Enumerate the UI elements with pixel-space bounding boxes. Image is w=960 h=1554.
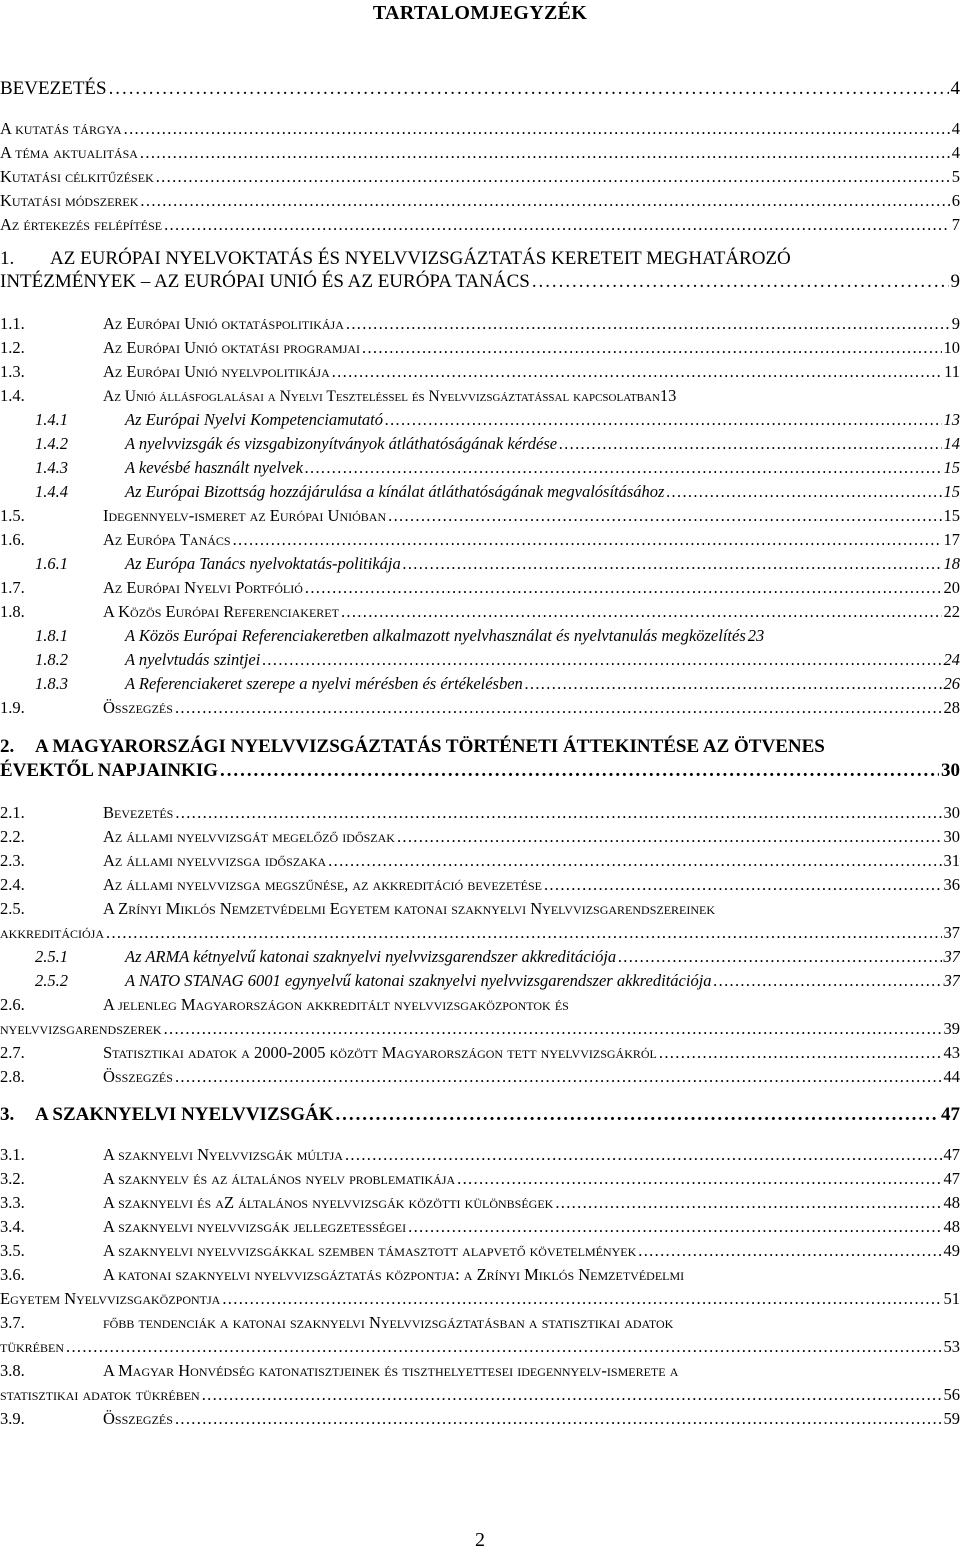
leader-dots <box>408 1217 941 1237</box>
leader-dots <box>233 530 942 550</box>
entry-title: A szaknyelv és az általános nyelv problematikája <box>103 1169 456 1188</box>
toc-entry[interactable] <box>0 1169 960 1189</box>
toc-entry[interactable] <box>0 338 960 358</box>
toc-entry[interactable] <box>0 674 960 694</box>
entry-number: 1.7. <box>0 578 25 597</box>
entry-page: 53 <box>943 1337 960 1356</box>
entry-number: 3.1. <box>0 1145 25 1164</box>
leader-dots <box>305 578 942 598</box>
entry-title: A téma aktualitása <box>0 143 138 162</box>
entry-title: Összegzés <box>103 698 173 717</box>
entry-number: 3.5. <box>0 1241 25 1260</box>
toc-entry[interactable] <box>0 362 960 382</box>
entry-page: 28 <box>943 698 960 717</box>
entry-number: 1.2. <box>0 338 25 357</box>
toc-entry[interactable] <box>0 578 960 598</box>
leader-dots <box>618 947 941 967</box>
entry-number: 1.5. <box>0 506 25 525</box>
entry-page: 26 <box>943 674 960 693</box>
entry-page: 10 <box>943 338 960 357</box>
entry-title: A szaknyelvi és aZ általános nyelvvizsgák közötti különbségek <box>103 1193 554 1212</box>
entry-page: 37 <box>943 923 960 942</box>
entry-title: A kevésbé használt nyelvek <box>125 458 303 477</box>
entry-title: Az Európai Unió nyelvpolitikája <box>103 362 330 381</box>
entry-title: INTÉZMÉNYEK – AZ EURÓPAI UNIÓ ÉS AZ EURÓPA TANÁCS <box>0 271 530 292</box>
toc-entry[interactable] <box>0 1145 960 1165</box>
entry-title: Kutatási célkitűzések <box>0 167 154 186</box>
entry-title: A Közös Európai Referenciakeretben alkalmazott nyelvhasználat és nyelvtanulás megközelítés <box>125 626 746 645</box>
entry-page: 24 <box>943 650 960 669</box>
leader-dots <box>555 1193 941 1213</box>
leader-dots <box>106 923 942 943</box>
toc-entry[interactable] <box>0 626 960 646</box>
leader-dots <box>220 760 939 782</box>
entry-number: 2.8. <box>0 1067 25 1086</box>
entry-title: Az Unió állásfoglalásai a Nyelvi Teszteléssel és Nyelvvizsgáztatással kapcsolatban <box>103 388 660 405</box>
entry-title-line1: főbb tendenciák a katonai szaknyelvi Nyelvvizsgáztatásban a statisztikai adatok <box>103 1313 674 1332</box>
entry-number: 1. <box>0 248 15 269</box>
entry-page: 51 <box>943 1289 960 1308</box>
entry-number: 3.7. <box>0 1313 25 1332</box>
entry-page: 36 <box>943 875 960 894</box>
leader-dots <box>346 314 950 334</box>
entry-title: Az állami nyelvvizsgát megelőző időszak <box>103 827 395 846</box>
toc-entry[interactable] <box>0 1313 960 1357</box>
leader-dots <box>544 875 942 895</box>
entry-number: 1.4. <box>0 386 25 405</box>
toc-entry[interactable] <box>0 78 960 100</box>
leader-dots <box>362 338 941 358</box>
toc-entry[interactable] <box>0 851 960 871</box>
entry-title: akkreditációja <box>0 923 104 942</box>
entry-page: 49 <box>943 1241 960 1260</box>
leader-dots <box>638 1241 941 1261</box>
entry-title: Idegennyelv-ismeret az Európai Unióban <box>103 506 387 525</box>
entry-title-line1: A katonai szaknyelvi nyelvvizsgáztatás központja: a Zrínyi Miklós Nemzetvédelmi <box>103 1265 685 1284</box>
leader-dots <box>175 1409 942 1429</box>
leader-dots <box>175 803 941 823</box>
leader-dots <box>659 1043 942 1063</box>
toc-entry[interactable] <box>0 434 960 454</box>
leader-dots <box>124 119 950 139</box>
entry-title: ÉVEKTŐL NAPJAINKIG <box>0 760 219 781</box>
leader-dots <box>345 1145 942 1165</box>
entry-number: 1.3. <box>0 362 25 381</box>
entry-number: 1.8.2 <box>35 650 68 669</box>
entry-title: Az Európai Unió oktatási programjai <box>103 338 361 357</box>
entry-number: 3.3. <box>0 1193 25 1212</box>
entry-title: Az Európa Tanács nyelvoktatás-politikája <box>125 554 401 573</box>
toc-entry[interactable] <box>0 143 960 163</box>
page-number: 2 <box>475 1529 485 1551</box>
entry-page: 47 <box>941 1104 960 1125</box>
entry-title: Egyetem Nyelvvizsgaközpontja <box>0 1289 221 1308</box>
toc-entry[interactable] <box>0 482 960 502</box>
entry-page: 6 <box>951 191 960 210</box>
leader-dots <box>66 1337 942 1357</box>
leader-dots <box>714 971 942 991</box>
toc-entry[interactable] <box>0 386 960 406</box>
entry-title: A Referenciakeret szerepe a nyelvi mérésben és értékelésben <box>125 674 523 693</box>
entry-page: 56 <box>943 1385 960 1404</box>
entry-number: 2. <box>0 736 15 757</box>
toc-entry[interactable] <box>0 827 960 847</box>
toc-entry[interactable] <box>0 1217 960 1237</box>
entry-number: 1.9. <box>0 698 25 717</box>
entry-title-line1: A jelenleg Magyarországon akkreditált nyelvvizsgaközpontok és <box>103 995 569 1014</box>
entry-number: 2.1. <box>0 803 25 822</box>
leader-dots <box>666 482 941 502</box>
toc-entry[interactable] <box>0 554 960 574</box>
toc-entry[interactable] <box>0 191 960 211</box>
leader-dots <box>341 602 942 622</box>
toc-entry[interactable] <box>0 314 960 334</box>
leader-dots <box>397 827 942 847</box>
toc-entry[interactable] <box>0 215 960 235</box>
entry-page: 20 <box>943 578 960 597</box>
entry-title: Az Európai Unió oktatáspolitikája <box>103 314 344 333</box>
toc-entry[interactable] <box>0 1193 960 1213</box>
toc-entry[interactable] <box>0 119 960 139</box>
entry-page: 44 <box>943 1067 960 1086</box>
entry-page: 30 <box>943 827 960 846</box>
entry-title-line1: A Magyar Honvédség katonatisztjeinek és tiszthelyettesei idegennyelv-ismerete a <box>103 1361 679 1380</box>
entry-title: Az Európa Tanács <box>103 530 231 549</box>
entry-page: 22 <box>943 602 960 621</box>
entry-page: 39 <box>943 1019 960 1038</box>
entry-page: 37 <box>943 971 960 990</box>
toc-entry[interactable] <box>0 1241 960 1261</box>
entry-page: 18 <box>943 554 960 573</box>
entry-number: 2.4. <box>0 875 25 894</box>
toc-entry[interactable] <box>0 458 960 478</box>
entry-title: A szaknyelvi nyelvvizsgák jellegzetességei <box>103 1217 407 1236</box>
entry-number: 1.6. <box>0 530 25 549</box>
leader-dots <box>222 1289 941 1309</box>
entry-page: 31 <box>943 851 960 870</box>
leader-dots <box>328 851 941 871</box>
entry-page: 4 <box>951 143 960 162</box>
leader-dots <box>332 362 942 382</box>
entry-number: 3.8. <box>0 1361 25 1380</box>
entry-page: 37 <box>943 947 960 966</box>
entry-number: 2.5.1 <box>35 947 68 966</box>
entry-title: Kutatási módszerek <box>0 191 139 210</box>
entry-number: 3. <box>0 1104 15 1125</box>
toc-chapter[interactable] <box>0 736 960 782</box>
leader-dots <box>156 167 950 187</box>
leader-dots <box>457 1169 941 1189</box>
entry-title: nyelvvizsgarendszerek <box>0 1019 162 1038</box>
toc-entry[interactable] <box>0 1067 960 1087</box>
leader-dots <box>109 78 949 100</box>
leader-dots <box>385 410 942 430</box>
leader-dots <box>202 1385 942 1405</box>
toc-entry[interactable] <box>0 506 960 526</box>
entry-number: 3.6. <box>0 1265 25 1284</box>
entry-page: 30 <box>941 760 960 781</box>
entry-title: Az Európai Nyelvi Portfólió <box>103 578 303 597</box>
entry-title: BEVEZETÉS <box>0 78 107 99</box>
toc-entry[interactable] <box>0 875 960 895</box>
entry-title: tükrében <box>0 1337 64 1356</box>
toc-entry[interactable] <box>0 602 960 622</box>
entry-number: 1.8. <box>0 602 25 621</box>
entry-title: Az Európai Nyelvi Kompetenciamutató <box>125 410 383 429</box>
entry-page: 15 <box>943 506 960 525</box>
entry-page: 59 <box>943 1409 960 1428</box>
toc-entry[interactable] <box>0 995 960 1039</box>
entry-number: 1.4.2 <box>35 434 68 453</box>
toc-entry[interactable] <box>0 803 960 823</box>
entry-page: 9 <box>950 271 960 292</box>
leader-dots <box>525 674 942 694</box>
entry-title: A SZAKNYELVI NYELVVIZSGÁK <box>35 1104 334 1125</box>
toc-entry[interactable] <box>0 530 960 550</box>
entry-page: 47 <box>943 1145 960 1164</box>
leader-dots <box>262 650 941 670</box>
entry-title: Az Európai Bizottság hozzájárulása a kínálat átláthatóságának megvalósításához <box>125 482 665 501</box>
entry-title-line1: A Zrínyi Miklós Nemzetvédelmi Egyetem katonai szaknyelvi Nyelvvizsgarendszereinek <box>103 899 716 918</box>
entry-page: 4 <box>951 119 960 138</box>
entry-number: 1.8.1 <box>35 626 68 645</box>
toc-entry[interactable] <box>0 971 960 991</box>
page-title: TARTALOMJEGYZÉK <box>372 2 588 24</box>
entry-page: 15 <box>943 482 960 501</box>
toc-entry[interactable] <box>0 947 960 967</box>
entry-title: A szaknyelvi Nyelvvizsgák múltja <box>103 1145 343 1164</box>
entry-title: Az állami nyelvvizsga időszaka <box>103 851 327 870</box>
entry-title: statisztikai adatok tükrében <box>0 1385 200 1404</box>
entry-number: 1.4.1 <box>35 410 68 429</box>
toc-entry[interactable] <box>0 1409 960 1429</box>
toc-entry[interactable] <box>0 1265 960 1309</box>
entry-title: A nyelvtudás szintjei <box>125 650 261 669</box>
entry-page: 43 <box>943 1043 960 1062</box>
entry-number: 1.4.3 <box>35 458 68 477</box>
toc-entry[interactable] <box>0 698 960 718</box>
toc-entry[interactable] <box>0 650 960 670</box>
entry-title: Összegzés <box>103 1409 173 1428</box>
entry-title: A kutatás tárgya <box>0 119 122 138</box>
entry-number: 2.2. <box>0 827 25 846</box>
leader-dots <box>532 271 949 293</box>
entry-page: 48 <box>943 1217 960 1236</box>
entry-title: Statisztikai adatok a 2000-2005 között Magyarországon tett nyelvvizsgákról <box>103 1043 657 1062</box>
entry-page: 48 <box>943 1193 960 1212</box>
leader-dots <box>140 191 949 211</box>
entry-title: Bevezetés <box>103 803 174 822</box>
entry-title: A NATO STANAG 6001 egynyelvű katonai szaknyelvi nyelvvizsgarendszer akkreditációja <box>125 971 712 990</box>
entry-page: 30 <box>943 803 960 822</box>
toc-entry[interactable] <box>0 1043 960 1063</box>
entry-number: 2.6. <box>0 995 25 1014</box>
leader-dots <box>559 434 941 454</box>
leader-dots <box>335 1104 939 1126</box>
entry-title: A szaknyelvi nyelvvizsgákkal szemben támasztott alapvető követelmények <box>103 1241 637 1260</box>
entry-title-line1: A MAGYARORSZÁGI NYELVVIZSGÁZTATÁS TÖRTÉNETI ÁTTEKINTÉSE AZ ÖTVENES <box>35 736 825 757</box>
leader-dots <box>388 506 941 526</box>
entry-title: Összegzés <box>103 1067 173 1086</box>
entry-title: Az állami nyelvvizsga megszűnése, az akkreditáció bevezetése <box>103 875 542 894</box>
toc-entry[interactable] <box>0 899 960 943</box>
leader-dots <box>175 698 942 718</box>
entry-page: 4 <box>950 78 960 99</box>
entry-title: Az értekezés felépítése <box>0 215 163 234</box>
entry-title: A nyelvvizsgák és vizsgabizonyítványok átláthatóságának kérdése <box>125 434 558 453</box>
leader-dots <box>305 458 942 478</box>
entry-number: 3.2. <box>0 1169 25 1188</box>
entry-page: 47 <box>943 1169 960 1188</box>
entry-page: 9 <box>951 314 960 333</box>
entry-page: 17 <box>943 530 960 549</box>
entry-number: 2.5. <box>0 899 25 918</box>
entry-number: 2.5.2 <box>35 971 68 990</box>
entry-number: 2.7. <box>0 1043 25 1062</box>
entry-page: 15 <box>943 458 960 477</box>
entry-page: 13 <box>943 410 960 429</box>
toc-chapter[interactable] <box>0 248 960 293</box>
toc-entry[interactable] <box>0 167 960 187</box>
entry-number: 3.9. <box>0 1409 25 1428</box>
entry-page: 11 <box>944 362 960 381</box>
toc-chapter[interactable] <box>0 1104 960 1126</box>
entry-title: Az ARMA kétnyelvű katonai szaknyelvi nyelvvizsgarendszer akkreditációja <box>125 947 617 966</box>
leader-dots <box>403 554 942 574</box>
toc-entry[interactable] <box>0 410 960 430</box>
entry-number: 3.4. <box>0 1217 25 1236</box>
entry-number: 1.6.1 <box>35 554 68 573</box>
entry-page: 14 <box>943 434 960 453</box>
entry-page: 13 <box>659 386 677 405</box>
entry-page: 5 <box>951 167 960 186</box>
entry-page: 7 <box>951 215 960 234</box>
leader-dots <box>164 1019 942 1039</box>
entry-number: 1.4.4 <box>35 482 68 501</box>
entry-number: 2.3. <box>0 851 25 870</box>
leader-dots <box>175 1067 942 1087</box>
entry-title-line1: AZ EURÓPAI NYELVOKTATÁS ÉS NYELVVIZSGÁZTATÁS KERETEIT MEGHATÁROZÓ <box>50 248 791 269</box>
leader-dots <box>164 215 950 235</box>
entry-number: 1.8.3 <box>35 674 68 693</box>
toc-entry[interactable] <box>0 1361 960 1405</box>
entry-title: A Közös Európai Referenciakeret <box>103 602 339 621</box>
leader-dots <box>140 143 950 163</box>
entry-number: 1.1. <box>0 314 25 333</box>
entry-page: 23 <box>747 626 765 645</box>
